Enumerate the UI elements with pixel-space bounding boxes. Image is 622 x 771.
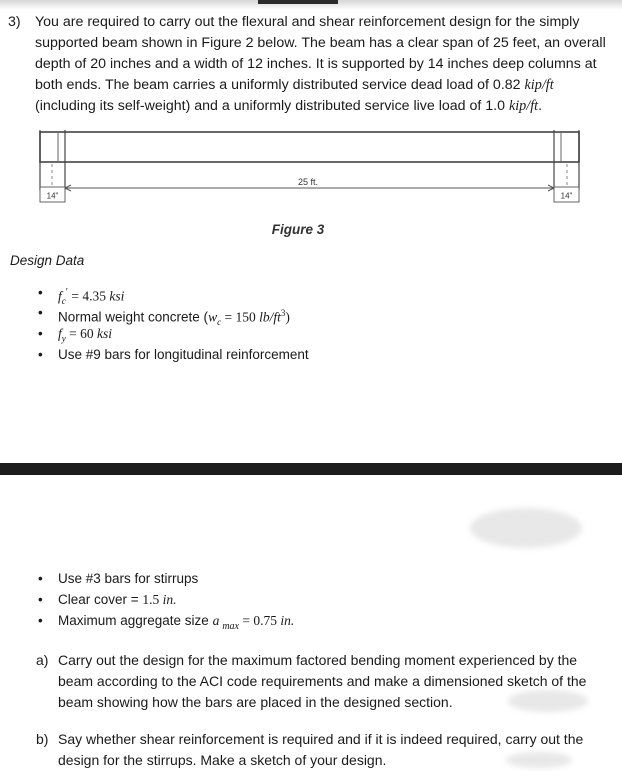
question-line-1: You are required to carry out the flexural and shear reinforcement design for the simply — [35, 14, 580, 30]
part-b-line-2: design for the stirrups. Make a sketch of your design. — [58, 752, 387, 768]
live-load-unit: kip/ft — [508, 98, 539, 114]
part-a-label: a) — [36, 652, 49, 668]
design-item-fc: $f_c' = 4.35$ ksi — [58, 287, 125, 307]
beam-figure — [0, 128, 622, 220]
bullet-icon: • — [38, 592, 43, 607]
bullet-icon: • — [38, 347, 43, 362]
bullet-icon: • — [38, 613, 43, 628]
design-item-concrete: Normal weight concrete ($w_c = 150$ $lb/ft^3$) — [58, 308, 290, 328]
bullet-icon: • — [38, 571, 43, 586]
beam-outline — [40, 132, 579, 162]
right-column-width-label: 14" — [560, 191, 573, 201]
part-b-line-1: Say whether shear reinforcement is required and if it is indeed required, carry out the — [58, 731, 584, 747]
question-line-3: depth of 20 inches and a width of 12 inches. It is supported by 14 inches deep columns at — [35, 56, 597, 72]
part-b-label: b) — [36, 731, 49, 747]
figure-caption: Figure 3 — [271, 222, 325, 237]
design-item-aggregate: Maximum aggregate size a $_{max}$ = 0.75 in. — [58, 613, 295, 632]
design-item-stirrups: Use #3 bars for stirrups — [58, 571, 199, 586]
design-item-cover: Clear cover = 1.5 in. — [58, 592, 177, 607]
bullet-icon: • — [38, 285, 43, 300]
erased-smudge — [508, 690, 588, 712]
question-number: 3) — [8, 14, 21, 30]
question-line-2: supported beam shown in Figure 2 below. The beam has a clear span of 25 feet, an overall — [35, 35, 606, 51]
page-divider-bar — [0, 463, 622, 475]
span-label: 25 ft. — [297, 177, 319, 187]
erased-smudge — [470, 508, 582, 548]
design-data-heading: Design Data — [10, 253, 85, 268]
left-column-width-label: 14" — [46, 191, 59, 201]
part-a-line-1: Carry out the design for the maximum factored bending moment experienced by the — [58, 652, 578, 668]
design-item-longitudinal: Use #9 bars for longitudinal reinforcement — [58, 347, 309, 362]
bullet-icon: • — [38, 305, 43, 320]
dead-load-unit: kip/ft — [524, 77, 554, 93]
design-item-fy: $f_y = 60$ ksi — [58, 326, 113, 344]
part-a-line-2: beam according to the ACI code requirements and make a dimensioned sketch of the — [58, 673, 587, 689]
bullet-icon: • — [38, 326, 43, 341]
top-dark-tab — [258, 0, 338, 4]
part-a-line-3: beam showing how the bars are placed in the designed section. — [58, 694, 453, 710]
erased-smudge — [506, 752, 572, 768]
question-line-5: (including its self-weight) and a uniformly distributed service live load of 1.0 kip/ft. — [35, 98, 543, 114]
question-line-4: both ends. The beam carries a uniformly distributed service dead load of 0.82 kip/ft — [35, 77, 554, 93]
